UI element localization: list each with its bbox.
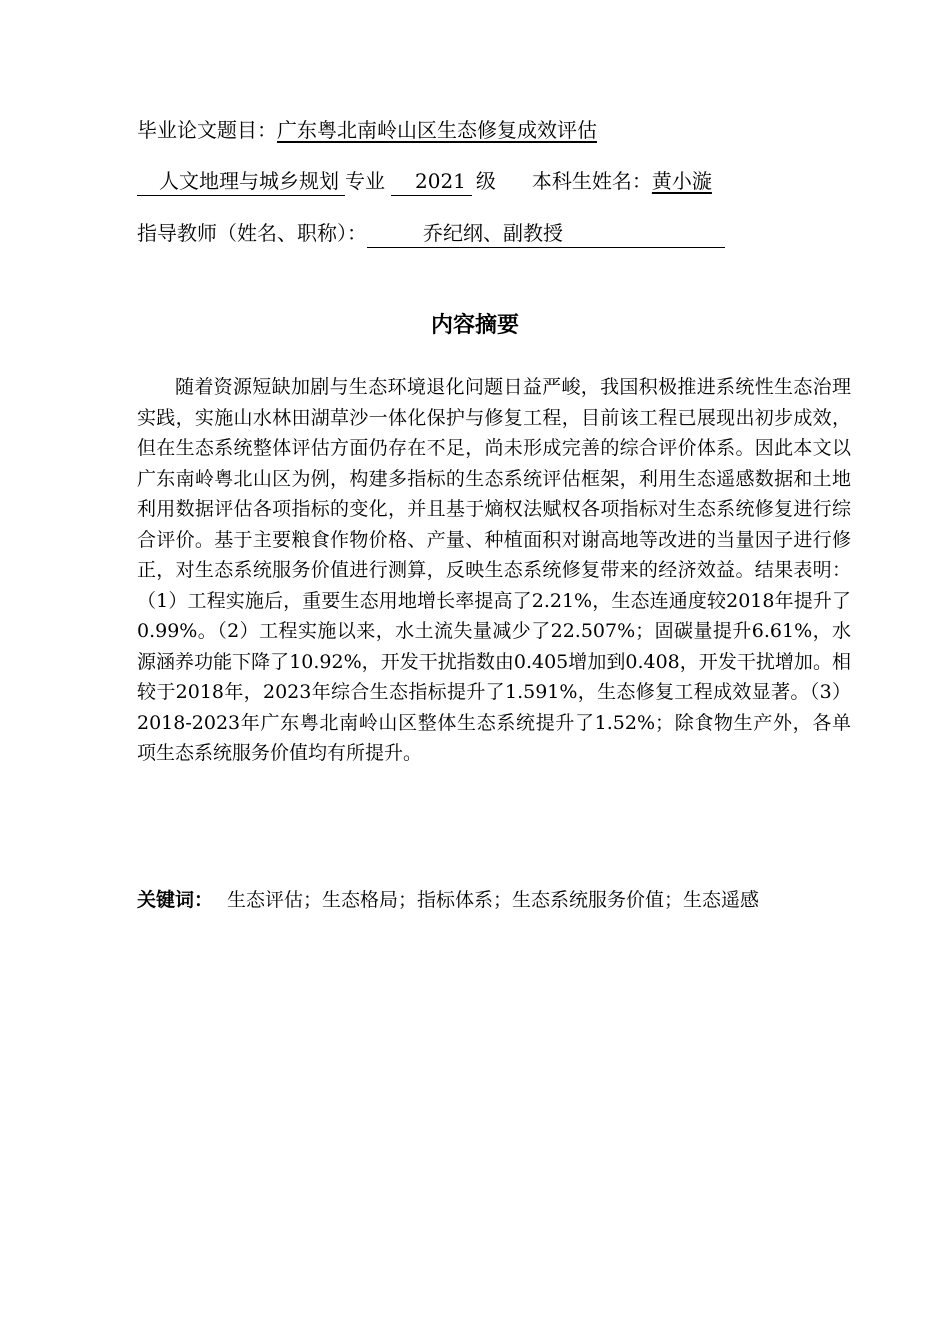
major-value: 人文地理与城乡规划 bbox=[159, 169, 339, 193]
thesis-title: 广东粤北南岭山区生态修复成效评估 bbox=[277, 118, 597, 142]
major-label: 专业 bbox=[345, 169, 385, 193]
abstract-title: 内容摘要 bbox=[430, 313, 519, 338]
abstract-body: 随着资源短缺加剧与生态环境退化问题日益严峻，我国积极推进系统性生态治理实践，实施山水林田湖草沙一体化保护与修复工程，目前该工程已展现出初步成效，但在生态系统整体评估方面仍存在不足，尚未形成完善的综合评价体系。因此本文以广东南岭粤北山区为例，构建多指标的生态系统评估框架，利用生态遥感数据和土地利用数据评估各项指标的变化，并且基于熵权法赋权各项指标对生态系统修复进行综合评价。基于主要粮食作物价格、产量、种植面积对谢高地等改进的当量因子进行修正，对生态系统服务价值进行测算，反映生态系统修复带来的经济效益。结果表明：（1）工程实施后，重要生态用地增长率提高了2.21%，生态连通度较2018年提升了0.99%。（2）工程实施以来，水土流失量减少了22.507%；固碳量提升6.61%，水源涵养功能下降了10.92%，开发干扰指数由0.405增加到0.408，开发干扰增加。相较于2018年，2023年综合生态指标提升了1.591%，生态修复工程成效显著。（3）2018-2023年广东粤北南岭山区整体生态系统提升了1.52%；除食物生产外，各单项生态系统服务价值均有所提升。 bbox=[137, 376, 851, 764]
student-name: 黄小漩 bbox=[651, 169, 712, 193]
grade-value: 2021 bbox=[415, 169, 466, 193]
advisor-value: 乔纪纲、副教授 bbox=[423, 221, 563, 245]
grade-label: 级 bbox=[475, 169, 496, 193]
student-label: 本科生姓名： bbox=[531, 169, 652, 193]
advisor-line bbox=[137, 218, 725, 248]
keywords-label: 关键词： bbox=[137, 889, 214, 911]
thesis-title-line bbox=[137, 115, 597, 145]
advisor-label: 指导教师（姓名、职称）： bbox=[137, 221, 367, 245]
major-field bbox=[137, 167, 345, 196]
student-info-line bbox=[137, 166, 712, 196]
advisor-field bbox=[367, 219, 725, 248]
keywords-block bbox=[137, 883, 851, 918]
thesis-title-label: 毕业论文题目： bbox=[137, 118, 277, 142]
keywords-text: 生态评估；生态格局；指标体系；生态系统服务价值；生态遥感 bbox=[227, 889, 760, 911]
grade-field bbox=[391, 167, 472, 196]
